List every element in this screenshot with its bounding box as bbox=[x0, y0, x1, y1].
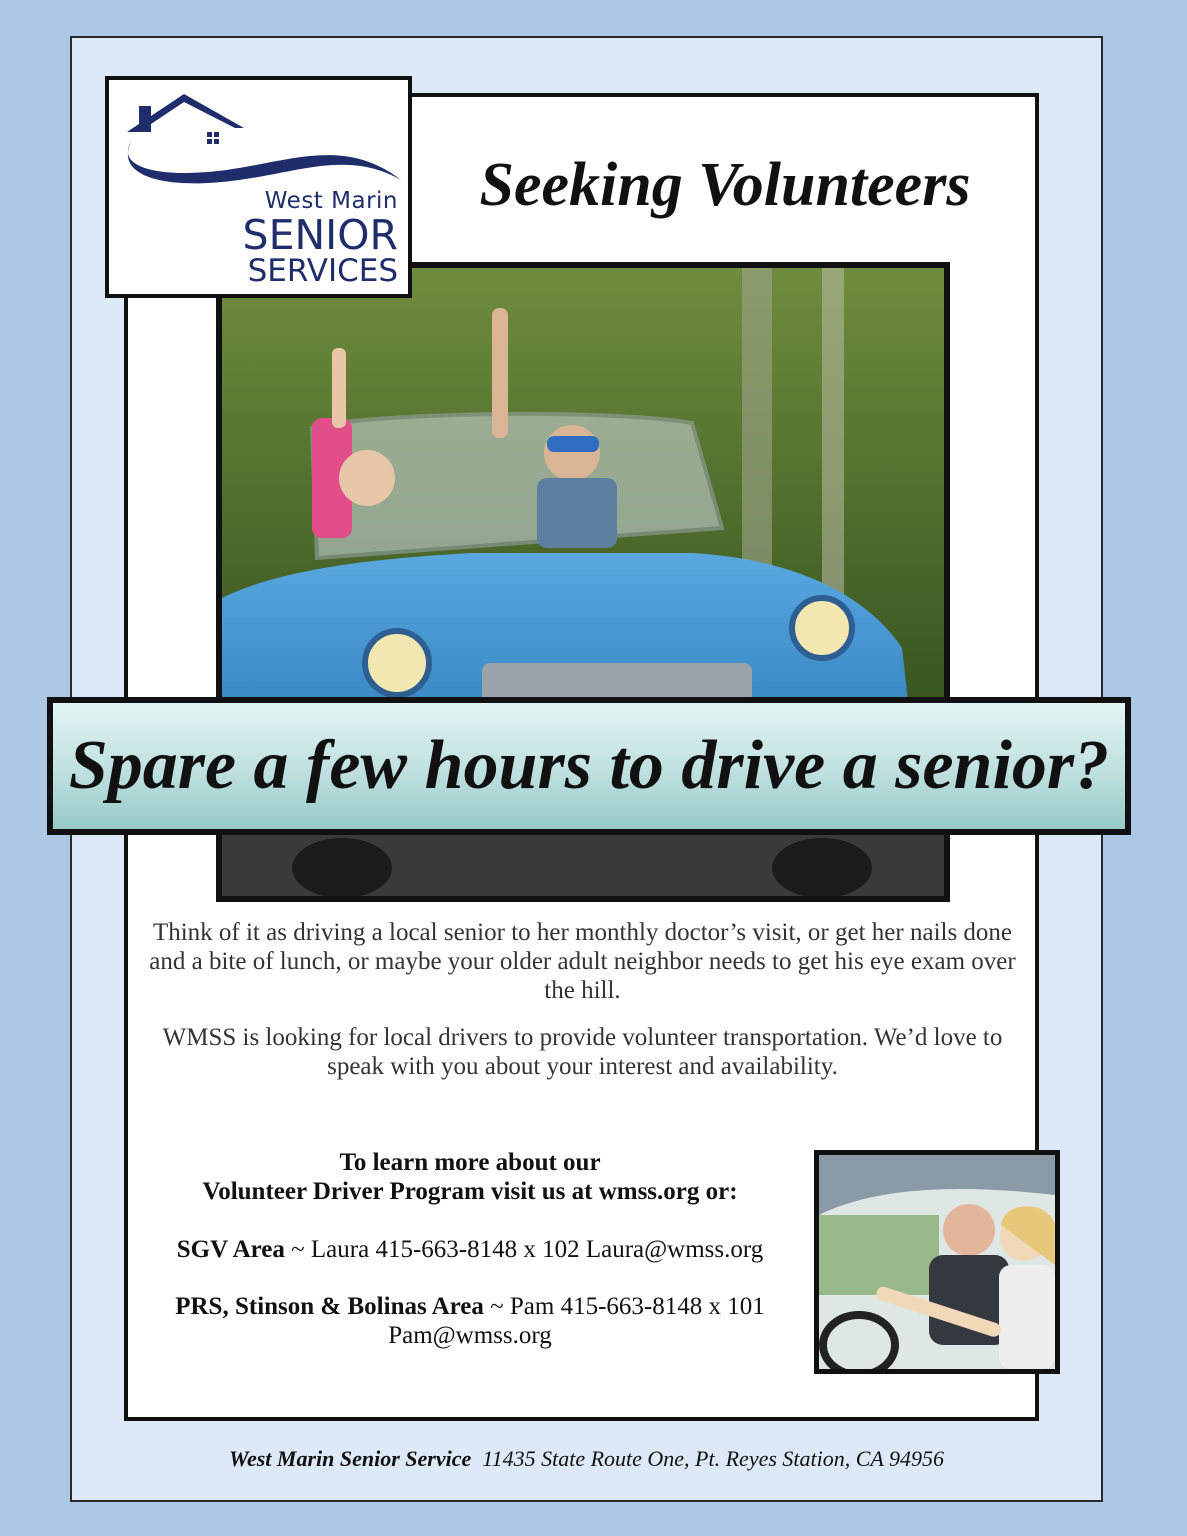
contact-area-2 bbox=[140, 1292, 800, 1321]
area-1-name: SGV Area bbox=[176, 1236, 285, 1263]
contact-intro-1: To learn more about our bbox=[339, 1149, 601, 1176]
logo-wordmark bbox=[243, 190, 398, 287]
banner-text: Spare a few hours to drive a senior? bbox=[68, 727, 1110, 804]
banner bbox=[47, 697, 1131, 835]
footer-address: 11435 State Route One, Pt. Reyes Station, CA 94956 bbox=[482, 1446, 944, 1471]
house-swoosh-icon bbox=[109, 80, 409, 190]
driver-photo bbox=[814, 1150, 1060, 1374]
contact-block bbox=[140, 1148, 800, 1350]
headline: Seeking Volunteers bbox=[479, 151, 971, 219]
contact-area-1 bbox=[140, 1235, 800, 1264]
area-2-details: ~ Pam 415-663-8148 x 101 bbox=[483, 1293, 765, 1320]
description-paragraph-1: Think of it as driving a local senior to her monthly doctor’s visit, or get her nails done and a bite of lunch, or maybe your older adult neighbor needs to get his eye exam over the hill. bbox=[149, 919, 1016, 1004]
driving-couple-illustration bbox=[819, 1155, 1055, 1369]
logo-line-1: West Marin bbox=[264, 188, 398, 214]
area-2-email: Pam@wmss.org bbox=[388, 1322, 552, 1349]
description-paragraph-2: WMSS is looking for local drivers to provide volunteer transportation. We’d love to speak with you about your interest and availability. bbox=[162, 1024, 1003, 1080]
logo-line-3: SERVICES bbox=[247, 253, 398, 289]
area-2-name: PRS, Stinson & Bolinas Area bbox=[175, 1293, 484, 1320]
footer bbox=[70, 1446, 1103, 1472]
logo bbox=[105, 76, 412, 298]
logo-line-2: SENIOR bbox=[242, 211, 398, 259]
contact-intro-2: Volunteer Driver Program visit us at wmss.org or: bbox=[202, 1178, 738, 1205]
footer-org: West Marin Senior Service bbox=[229, 1446, 472, 1471]
area-1-details: ~ Laura 415-663-8148 x 102 Laura@wmss.org bbox=[284, 1236, 764, 1263]
